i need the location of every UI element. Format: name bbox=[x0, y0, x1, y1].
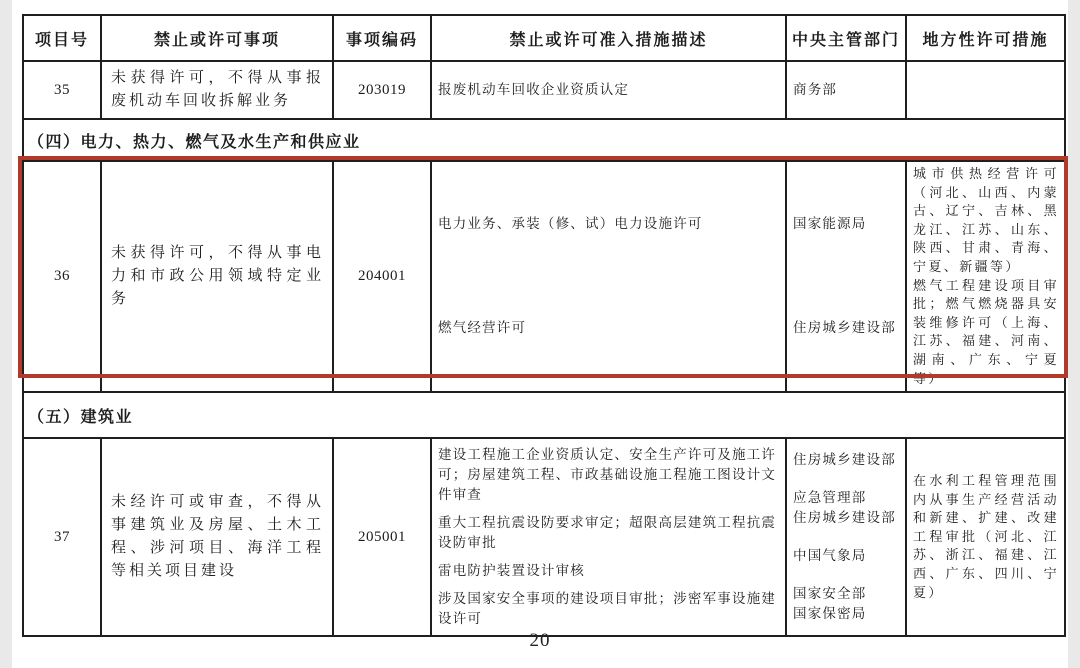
table-header-row bbox=[23, 15, 1065, 61]
table-row-35 bbox=[23, 61, 1065, 119]
row36-central-dept bbox=[786, 161, 906, 392]
row37-dept-group-3 bbox=[787, 546, 905, 566]
row37-item-no: 37 bbox=[23, 438, 101, 636]
row35-central-dept: 商务部 bbox=[786, 61, 906, 119]
page-number: 20 bbox=[529, 630, 551, 651]
row36-matter-code: 204001 bbox=[333, 161, 431, 392]
row37-central-dept bbox=[786, 438, 906, 636]
section-label: （五）建筑业 bbox=[23, 392, 1065, 438]
row36-prohibited-matter: 未获得许可，不得从事电力和市政公用领域特定业务 bbox=[101, 161, 333, 392]
row37-measure-4: 涉及国家安全事项的建设项目审批；涉密军事设施建设许可 bbox=[438, 590, 777, 627]
row37-dept-group-2 bbox=[787, 488, 905, 529]
section-label: （四）电力、热力、燃气及水生产和供应业 bbox=[23, 119, 1065, 161]
row37-measure-3: 雷电防护装置设计审核 bbox=[438, 563, 585, 579]
row36-local-line-2: 燃气工程建设项目审批；燃气燃烧器具安装维修许可（上海、江苏、福建、河南、湖南、广东、宁夏等） bbox=[913, 277, 1059, 386]
row35-measure-desc: 报废机动车回收企业资质认定 bbox=[431, 61, 786, 119]
col-header-prohibited-matter: 禁止或许可事项 bbox=[101, 15, 333, 61]
row37-measure-desc bbox=[431, 438, 786, 636]
row37-local-measures: 在水利工程管理范围内从事生产经营活动和新建、扩建、改建工程审批（河北、江苏、浙江、福建、江西、广东、四川、宁夏） bbox=[906, 438, 1065, 636]
col-header-central-dept: 中央主管部门 bbox=[786, 15, 906, 61]
row36-item-no: 36 bbox=[23, 161, 101, 392]
col-header-item-no: 项目号 bbox=[23, 15, 101, 61]
row37-dept-3: 中国气象局 bbox=[793, 547, 867, 563]
section-row-construction bbox=[23, 392, 1065, 438]
row36-measure-1: 电力业务、承装（修、试）电力设施许可 bbox=[438, 216, 703, 232]
row37-dept-2b: 住房城乡建设部 bbox=[793, 510, 896, 526]
row37-prohibited-matter: 未经许可或审查，不得从事建筑业及房屋、土木工程、涉河项目、海洋工程等相关项目建设 bbox=[101, 438, 333, 636]
row35-prohibited-matter: 未获得许可，不得从事报废机动车回收拆解业务 bbox=[101, 61, 333, 119]
row37-measure-1: 建设工程施工企业资质认定、安全生产许可及施工许可；房屋建筑工程、市政基础设施工程施工图设计文件审查 bbox=[438, 446, 777, 503]
document-page bbox=[12, 0, 1068, 668]
row36-measure-2: 燃气经营许可 bbox=[438, 320, 527, 336]
row37-dept-1: 住房城乡建设部 bbox=[793, 451, 896, 467]
row35-item-no: 35 bbox=[23, 61, 101, 119]
table-row-36 bbox=[23, 161, 1065, 392]
col-header-measure-desc: 禁止或许可准入措施描述 bbox=[431, 15, 786, 61]
row37-dept-4b: 国家保密局 bbox=[793, 606, 867, 622]
row35-local-measures bbox=[906, 61, 1065, 119]
row35-matter-code: 203019 bbox=[333, 61, 431, 119]
table-row-37 bbox=[23, 438, 1065, 636]
row36-local-line-1: 城市供热经营许可（河北、山西、内蒙古、辽宁、吉林、黑龙江、江苏、山东、陕西、甘肃、青海、宁夏、新疆等） bbox=[913, 166, 1059, 274]
row36-dept-2: 住房城乡建设部 bbox=[793, 320, 896, 336]
col-header-local-measures: 地方性许可措施 bbox=[906, 15, 1065, 61]
section-row-power-heat-gas-water bbox=[23, 119, 1065, 161]
row37-matter-code: 205001 bbox=[333, 438, 431, 636]
license-table bbox=[22, 14, 1066, 637]
row37-dept-group-1 bbox=[787, 450, 905, 470]
row37-dept-group-4 bbox=[787, 584, 905, 625]
row37-dept-4a: 国家安全部 bbox=[793, 585, 867, 601]
row37-measure-2: 重大工程抗震设防要求审定；超限高层建筑工程抗震设防审批 bbox=[438, 515, 777, 551]
row36-measure-desc bbox=[431, 161, 786, 392]
row36-local-measures bbox=[906, 161, 1065, 392]
row37-dept-2a: 应急管理部 bbox=[793, 489, 867, 505]
col-header-matter-code: 事项编码 bbox=[333, 15, 431, 61]
row36-dept-1: 国家能源局 bbox=[793, 216, 867, 232]
